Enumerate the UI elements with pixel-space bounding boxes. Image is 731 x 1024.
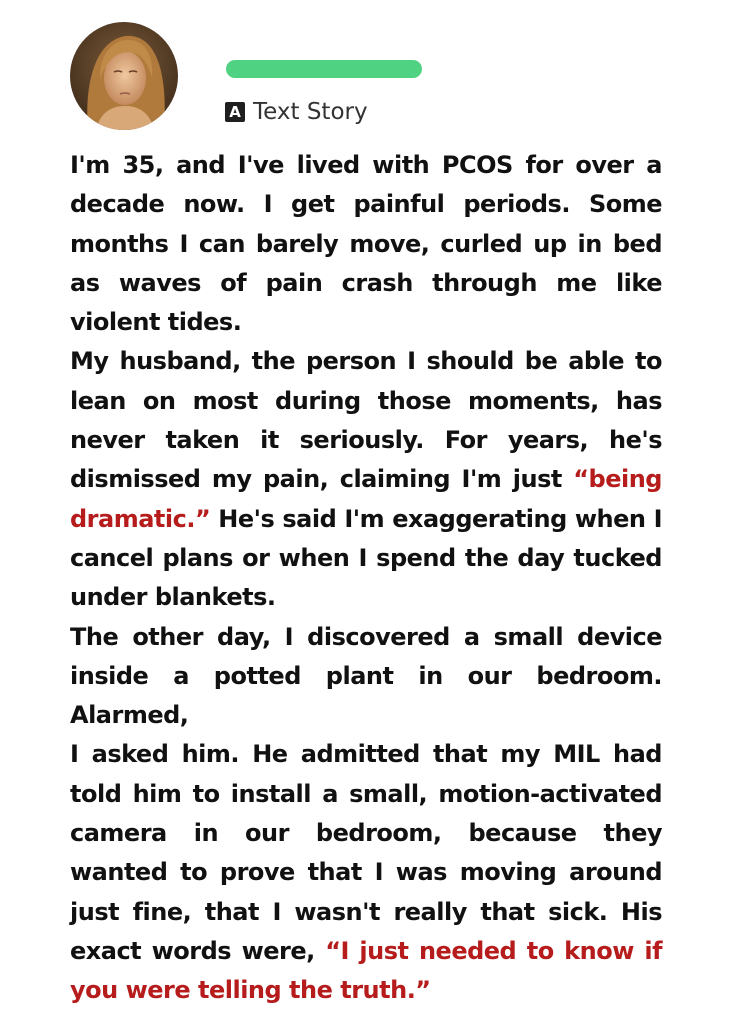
story-paragraph-2 — [70, 342, 662, 617]
post-header — [0, 0, 731, 140]
highlighted-quote: “I just needed to know if you were telling the truth.” — [70, 936, 663, 1005]
story-text: He's said I'm exaggerating when I cancel plans or when I spend the day tucked under blankets. — [70, 504, 662, 612]
story-text: I'm 35, and I've lived with PCOS for over a decade now. I get painful periods. Some months I can barely move, curled up in bed as waves of pain crash through me like violent tides. — [70, 151, 662, 337]
story-paragraph-4 — [70, 735, 662, 1010]
story-text: I asked him. He admitted that my MIL had told him to install a small, motion-activated camera in our bedroom, because they wanted to prove that I was moving around just fine, that I wasn't really that sick. His exact words were, — [70, 740, 662, 965]
story-text: My husband, the person I should be able to lean on most during those moments, has never taken it seriously. For years, he's dismissed my pain, claiming I'm just — [70, 347, 662, 494]
post-type-label: Text Story — [253, 99, 368, 125]
avatar-photo — [70, 22, 178, 130]
story-body — [70, 146, 662, 1011]
avatar[interactable] — [70, 22, 178, 130]
story-paragraph-3 — [70, 618, 662, 736]
redacted-username — [226, 60, 422, 78]
post-type-tag — [225, 97, 368, 127]
story-paragraph-1 — [70, 146, 662, 342]
text-story-icon: A — [225, 102, 245, 122]
highlighted-quote: “being dramatic.” — [70, 465, 662, 533]
story-text: The other day, I discovered a small device inside a potted plant in our bedroom. Alarmed, — [70, 622, 662, 730]
